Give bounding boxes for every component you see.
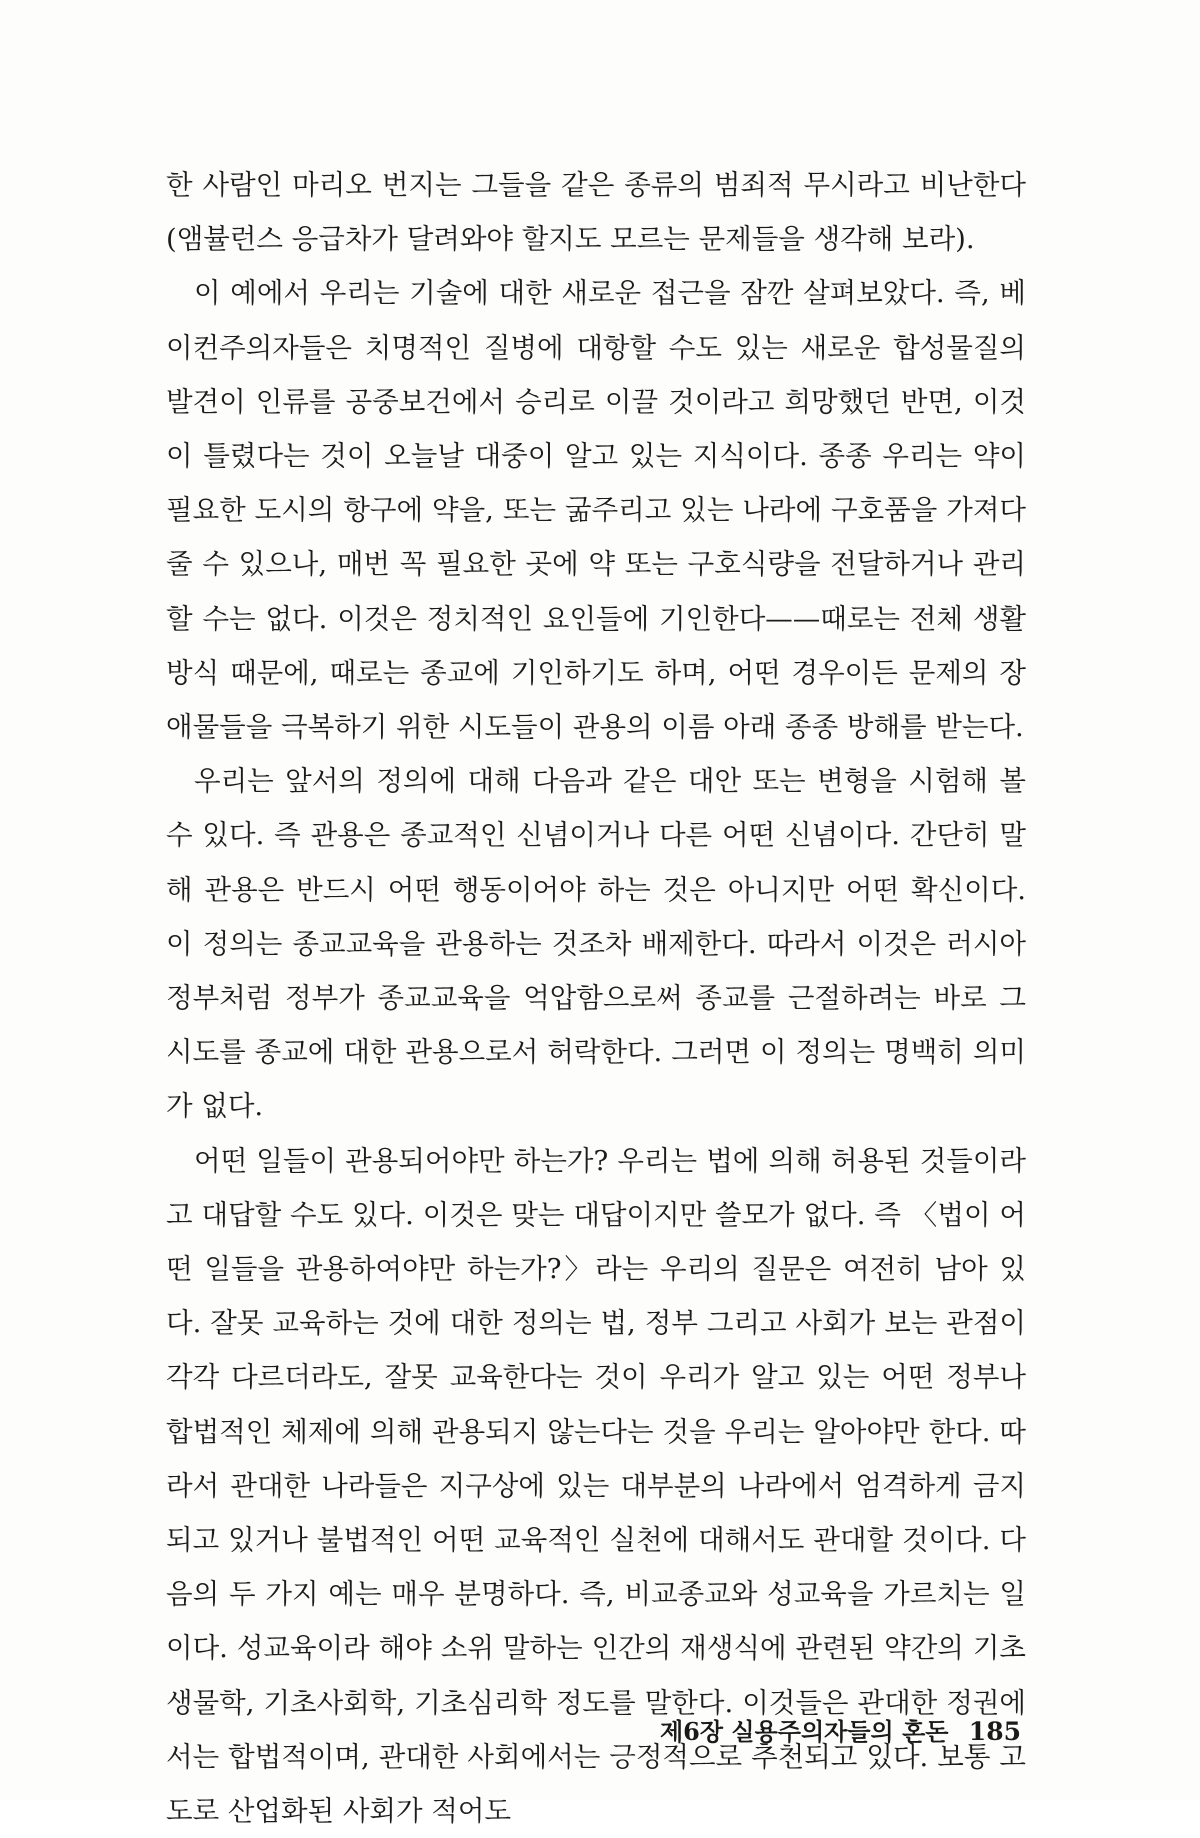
paragraph-continued: 한 사람인 마리오 번지는 그들을 같은 종류의 범죄적 무시라고 비난한다(앰뷸런스 응급차가 달려와야 할지도 모르는 문제들을 생각해 보라). [166, 169, 1026, 256]
paragraph: 어떤 일들이 관용되어야만 하는가? 우리는 법에 의해 허용된 것들이라고 대답할 수도 있다. 이것은 맞는 대답이지만 쓸모가 없다. 즉 〈법이 어떤 일들을 관용하여야만 하는가?〉라는 우리의 질문은 여전히 남아 있다. 잘못 교육하는 것에 대한 정의는 법, 정부 그리고 사회가 보는 관점이 각각 다르더라도, 잘못 교육한다는 것이 우리가 알고 있는 어떤 정부나 합법적인 체제에 의해 관용되지 않는다는 것을 우리는 알아야만 한다. 따라서 관대한 나라들은 지구상에 있는 대부분의 나라에서 엄격하게 금지되고 있거나 불법적인 어떤 교육적인 실천에 대해서도 관대할 것이다. 다음의 두 가지 예는 매우 분명하다. 즉, 비교종교와 성교육을 가르치는 일이다. 성교육이라 해야 소위 말하는 인간의 재생식에 관련된 약간의 기초생물학, 기초사회학, 기초심리학 정도를 말한다. 이것들은 관대한 정권에서는 합법적이며, 관대한 사회에서는 긍정적으로 추천되고 있다. 보통 고도로 산업화된 사회가 적어도 [166, 1144, 1026, 1828]
running-footer [660, 1712, 1020, 1747]
paragraph: 이 예에서 우리는 기술에 대한 새로운 접근을 잠깐 살펴보았다. 즉, 베이컨주의자들은 치명적인 질병에 대항할 수도 있는 새로운 합성물질의 발견이 인류를 공중보건에서 승리로 이끌 것이라고 희망했던 반면, 이것이 틀렸다는 것이 오늘날 대중이 알고 있는 지식이다. 종종 우리는 약이 필요한 도시의 항구에 약을, 또는 굶주리고 있는 나라에 구호품을 가져다 줄 수 있으나, 매번 꼭 필요한 곳에 약 또는 구호식량을 전달하거나 관리할 수는 없다. 이것은 정치적인 요인들에 기인한다——때로는 전체 생활방식 때문에, 때로는 종교에 기인하기도 하며, 어떤 경우이든 문제의 장애물들을 극복하기 위한 시도들이 관용의 이름 아래 종종 방해를 받는다. [166, 277, 1026, 744]
paragraph: 우리는 앞서의 정의에 대해 다음과 같은 대안 또는 변형을 시험해 볼 수 있다. 즉 관용은 종교적인 신념이거나 다른 어떤 신념이다. 간단히 말해 관용은 반드시 어떤 행동이어야 하는 것은 아니지만 어떤 확신이다. 이 정의는 종교교육을 관용하는 것조차 배제한다. 따라서 이것은 러시아정부처럼 정부가 종교교육을 억압함으로써 종교를 근절하려는 바로 그 시도를 종교에 대한 관용으로서 허락한다. 그러면 이 정의는 명백히 의미가 없다. [166, 765, 1026, 1123]
page-number: 185 [968, 1717, 1021, 1746]
chapter-title: 제6장 실용주의자들의 혼돈 [660, 1717, 949, 1746]
body-text [166, 158, 1026, 1838]
